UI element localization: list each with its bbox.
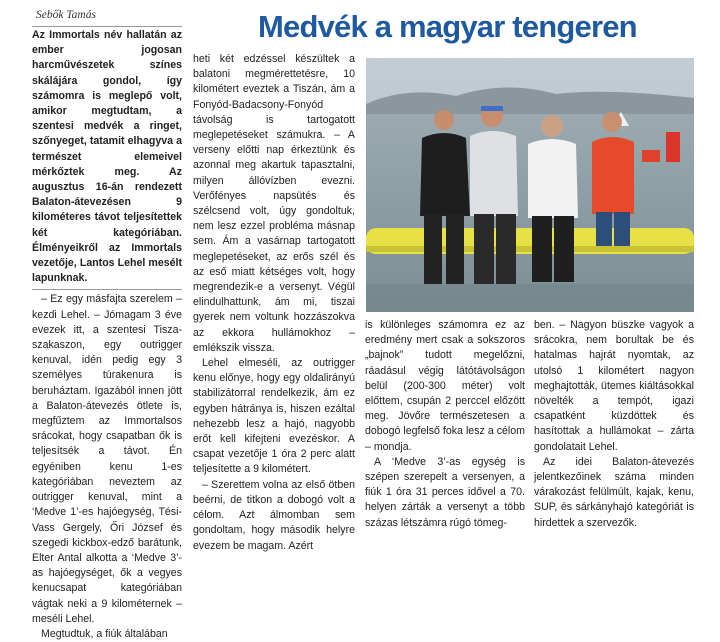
paragraph: Lehel elmeséli, az outrigger kenu előnye, hogy egy oldalirányú stabilizátorral rendelkezik, ám ez egyben hátránya is, hiszen ezáltal nehezebb lesz a hajó, nagyobb erőt kell kifejteni evezéskor. A csapat vezetője 1 óra 2 perc alatt teljesítette a 9 kilométert. — [193, 357, 355, 476]
column-1 — [32, 28, 182, 642]
column-3 — [365, 318, 525, 531]
paragraph: A ‘Medve 3’-as egység is szépen szerepelt a versenyen, a fiúk 1 óra 31 perces idővel a 70. helyen zárták a versenyt a több százas létszámra rúgó tömeg- — [365, 455, 525, 529]
photo-illustration — [366, 58, 694, 312]
byline-rule — [32, 26, 182, 27]
kayak-paddlers-photo — [366, 58, 694, 312]
column-4 — [534, 318, 694, 531]
paragraph: – Szerettem volna az első ötben beérni, de titkon a dobogó volt a célom. Azt álmomban sem gondoltam, hogy második helyre evezem be magam. Azért — [193, 478, 355, 552]
article-title: Medvék a magyar tengeren — [258, 9, 637, 44]
paragraph: is különleges számomra ez az eredmény mert csak a sokszoros „bajnok” tudott megelőzni, ráadásul végig látótávolságon belül (200-300 méter) volt előttem, csupán 2 perccel előzött meg. Jövőre természetesen a dobogó legfelső foka lesz a célom – mondja. — [365, 319, 525, 453]
column-2 — [193, 52, 355, 554]
paragraph: heti két edzéssel készültek a balatoni megmérettetésre, 10 kilométert eveztek a Tiszán, ám a Fonyód-Badacsony-Fonyód távolság is tartogatott meglepetéseket számukra. – A verseny előtti nap érkeztünk és azonnal meg akartuk tapasztalni, milyen állóvízben evezni. Verőfényes napsütés és szélcsend volt, úgy gondoltuk, nem lesz ezzel probléma másnap sem. Ám a vasárnap tartogatott meglepetéseket, az erős szél és az eső miatt kétséges volt, hogy megrendezik-e a versenyt. Végül elindulhattunk, ám mi, tiszai gyerek nem voltunk hozzászokva az ekkora hullámokhoz – emlékszik vissza. — [193, 53, 355, 354]
paragraph: – Ez egy másfajta szerelem – kezdi Lehel. – Jómagam 3 éve evezek itt, a szentesi Tisza-szakaszon, egy outrigger kenuval, idén pedig egy 3 személyes túrakenura is beruháztam. Igazából innen jött a Balaton-átevezés ötlete is, megfűztem az Immortalsos srácokat, hogy csapatban ők is teljesítsék a távot. Én egyéniben kenu 1-es kategóriában neveztem az outrigger kenuval, mint a ‘Medve 1’-es hajóegység, Tési-Vass Gergely, Őri József és szegedi kickbox-edző barátunk, Elter Antal alkotta a ‘Medve 3’-as hajóegységet, ők a vegyes kenucsapat kategóriában vágtak neki a 9 kilométernek – meséli Lehel. — [32, 293, 182, 625]
paragraph: Az idei Balaton-átevezés jelentkezőinek száma minden várakozást felülmúlt, kajak, kenu, SUP, és sárkányhajó kategóriát is hirdettek a szervezők. — [534, 455, 694, 529]
article-lead: Az Immortals név hallatán az ember jogosan harcművészetek színes skálájára gondol, így számomra is meglepő volt, amikor megtudtam, a szentesi medvék a ringet, szőnyeget, tatamit elhagyva a természet elemeivel mérkőztek meg. Az augusztus 16-án rendezett Balaton-átevezésen 9 kilométeres távot teljesítettek két kategóriában. Élményeikről az Immortals vezetője, Lantos Lehel mesélt lapunknak. — [32, 29, 182, 285]
paragraph: Megtudtuk, a fiúk általában — [41, 627, 168, 640]
lead-rule — [32, 289, 182, 290]
author-byline: Sebők Tamás — [36, 9, 96, 21]
paragraph: ben. – Nagyon büszke vagyok a srácokra, nem borultak be és hatalmas hajrát nyomtak, az utolsó 1 kilométert nagyon meghajtották, ütemes kiáltásokkal növelték a tempót, igazi csapatként küzdöttek és hasítottak a hullámokat – zárta gondolatait Lehel. — [534, 319, 694, 453]
